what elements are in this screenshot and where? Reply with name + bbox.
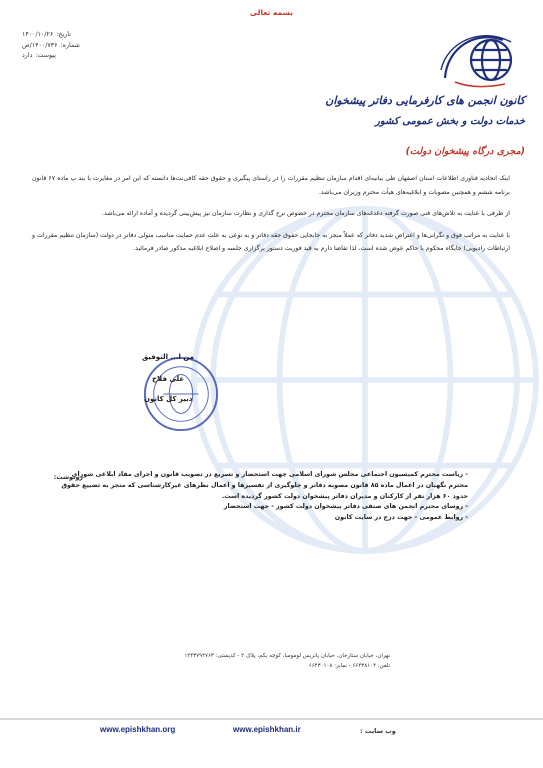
signature-block xyxy=(130,345,240,440)
official-stamp-icon xyxy=(142,355,220,433)
signatory-title: دبیر کل کانون xyxy=(144,395,193,403)
organization-name: کانون انجمن های کارفرمایی دفاتر پیشخوان xyxy=(325,94,525,107)
signatory-name: علی فلاح xyxy=(152,375,185,383)
signature-salutation: من ا... التوفیق xyxy=(142,353,194,361)
body-paragraph: اینک اتحادیه فناوری اطلاعات استان اصفهان طی بیانیه‌ای اقدام سازمان تنظیم مقررات را در راستای پیگیری و حقوق حقه کافی‌نت‌ها دانسته که این امر در مغایرت با بند پ ماده ۶۷ قانون برنامه ششم و همچنین مصوبات و ابلاغیه‌های هیأت محترم وزیران می‌باشد. xyxy=(32,175,510,196)
organization-subtitle: خدمات دولت و بخش عمومی کشور xyxy=(375,116,525,127)
organization-logo-icon xyxy=(425,20,535,100)
address-line: تهران، خیابان ستارخان، خیابان پاتریس لومومبا، کوچه یکم، پلاک ۲ - کدپستی: ۱۴۴۳۷۹۴۷۶۳ xyxy=(184,653,390,659)
letter-body xyxy=(32,172,510,264)
organization-executor-note: (مجری درگاه پیشخوان دولت) xyxy=(405,146,525,157)
website-label: وب سایت : xyxy=(360,727,396,735)
meta-attachment: پیوست: دارد xyxy=(22,52,56,59)
website-link-ir[interactable]: www.epishkhan.ir xyxy=(233,725,301,734)
meta-date: تاریخ: ۱۴۰۰/۱۰/۲۶ xyxy=(22,31,71,38)
bismillah-heading: بسمه تعالی xyxy=(250,8,293,17)
cc-title: رونوشت: xyxy=(53,474,83,481)
address-block xyxy=(150,651,390,671)
body-paragraph: با عنایت به مراتب فوق و نگرانی‌ها و اعتراض شدید دفاتر که عملاً منجر به جابجایی حقوق حقه دفاتر و به نوعی به علت عدم حمایت مناسب متولی دفاتر در دولت (سازمان تنظیم مقررات و ارتباطات رادیویی) جایگاه محکوم با حاکم عوض شده است، لذا تقاضا دارم به قید فوریت دستور برگزاری جلسه و اصلاح ابلاغیه مذکور صادر فرمائید. xyxy=(32,231,510,252)
footer-divider xyxy=(0,718,543,720)
phone-line: تلفن: ۶۶۴۳۸۱۰۴ - نمابر: ۶۶۴۳۰۱۰۸ xyxy=(308,663,390,669)
cc-item: - روسای محترم انجمن های صنفی دفاتر پیشخوان دولت کشور - جهت استحضار xyxy=(223,503,468,511)
letter-meta xyxy=(22,30,122,62)
body-paragraph: از طرفی با عنایت به تلاش‌های فنی صورت گرفته دغدغه‌های سازمان محترم در خصوص نرخ گذاری و نظارت سازمان نیز پیش‌بینی گردیده و آماده ارائه می‌باشد. xyxy=(102,210,510,217)
cc-item: - ریاست محترم کمیسیون اجتماعی مجلس شورای اسلامی جهت استحضار و تسریع در تصویب قانون و اجرای مفاد ابلاغی شورای محترم نگهبان در اعمال ماده ۸۵ قانون مصوبه دفاتر و جلوگیری از تفسیرها و اعمال نظرهای غیرکارشناسی که منجر به تضییع حقوق حدود ۶۰ هزار نفر از کارکنان و مدیران دفاتر پیشخوان دولت کشور گردیده است. xyxy=(61,471,468,500)
cc-item: - روابط عمومی - جهت درج در سایت کانون xyxy=(334,514,468,522)
website-link-org[interactable]: www.epishkhan.org xyxy=(100,725,176,734)
meta-number: شماره: ۱۴۰۰/۷۳۶/ص xyxy=(22,41,80,49)
cc-list xyxy=(58,470,468,524)
